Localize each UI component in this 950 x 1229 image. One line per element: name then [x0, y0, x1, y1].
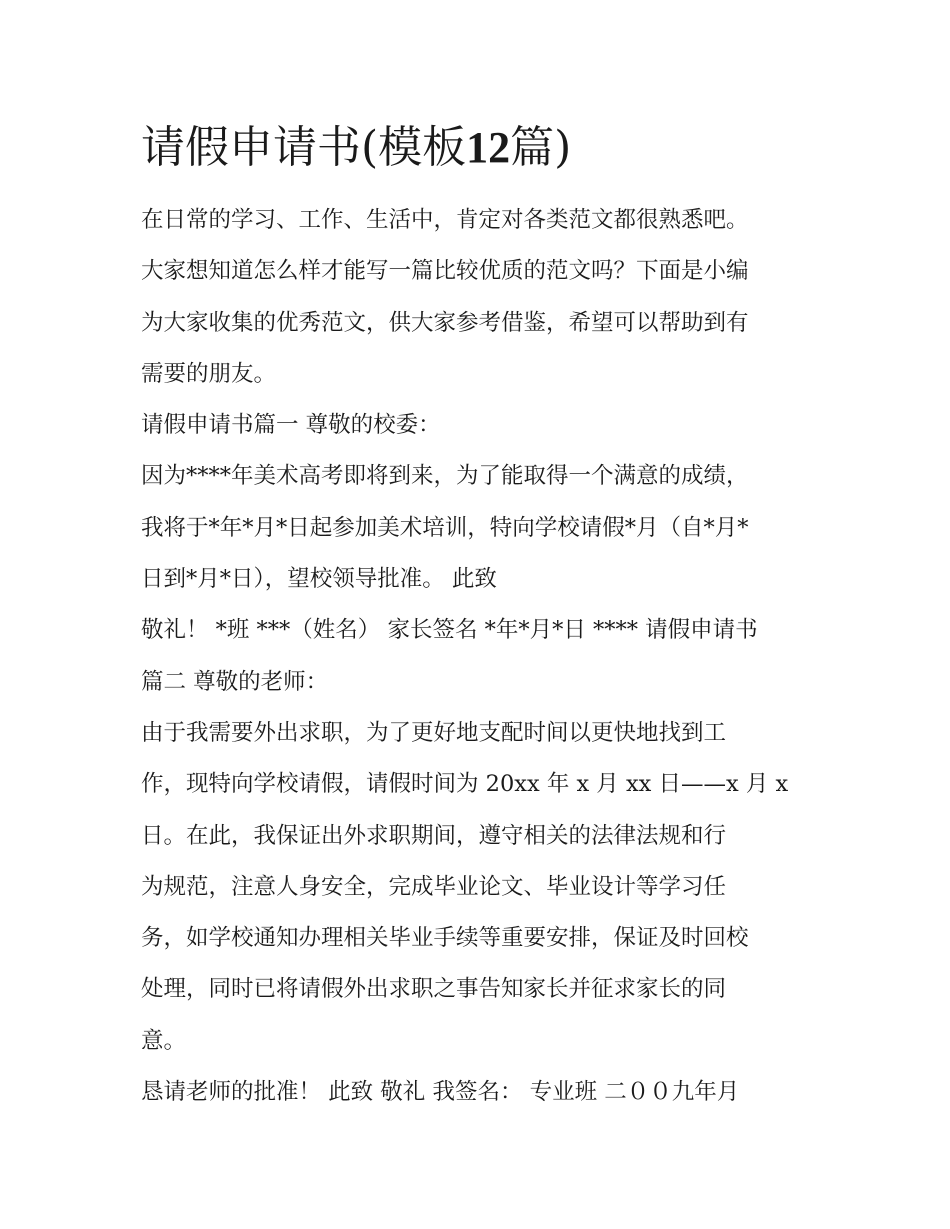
document-body — [141, 195, 816, 1118]
body-line: 为大家收集的优秀范文，供大家参考借鉴，希望可以帮助到有 — [141, 309, 749, 336]
body-line: 处理，同时已将请假外出求职之事告知家长并征求家长的同 — [141, 976, 727, 1003]
body-line: 务，如学校通知办理相关毕业手续等重要安排，保证及时回校 — [141, 925, 749, 952]
body-line: 敬礼！ *班 ***（姓名） 家长签名 *年*月*日 **** 请假申请书 — [141, 617, 758, 644]
body-line: 作，现特向学校请假，请假时间为 20xx 年 x 月 xx 日——x 月 x — [141, 771, 789, 798]
body-line: 意。 — [141, 1027, 187, 1054]
title-number: 12 — [466, 123, 511, 172]
body-line: 在日常的学习、工作、生活中，肯定对各类范文都很熟悉吧。 — [141, 207, 749, 233]
body-line: 大家想知道怎么样才能写一篇比较优质的范文吗？下面是小编 — [141, 258, 749, 285]
body-line: 需要的朋友。 — [141, 360, 277, 387]
body-line: 日。在此，我保证出外求职期间，遵守相关的法律法规和行 — [141, 822, 727, 849]
title-suffix: 篇) — [510, 122, 572, 173]
body-line: 因为****年美术高考即将到来，为了能取得一个满意的成绩， — [141, 463, 749, 490]
body-line: 请假申请书篇一 尊敬的校委： — [141, 412, 441, 439]
body-line: 由于我需要外出求职，为了更好地支配时间以更快地找到工 — [141, 719, 727, 746]
title-prefix: 请假申请书(模板 — [141, 122, 467, 173]
body-line: 我将于*年*月*日起参加美术培训，特向学校请假*月（自*月* — [141, 514, 749, 541]
body-line: 篇二 尊敬的老师： — [141, 668, 329, 695]
document-title — [141, 118, 841, 178]
body-line: 恳请老师的批准！ 此致 敬礼 我签名： 专业班 二００九年月 — [141, 1079, 740, 1106]
body-line: 日到*月*日），望校领导批准。 此致 — [141, 566, 497, 593]
body-line: 为规范，注意人身安全，完成毕业论文、毕业设计等学习任 — [141, 873, 727, 900]
